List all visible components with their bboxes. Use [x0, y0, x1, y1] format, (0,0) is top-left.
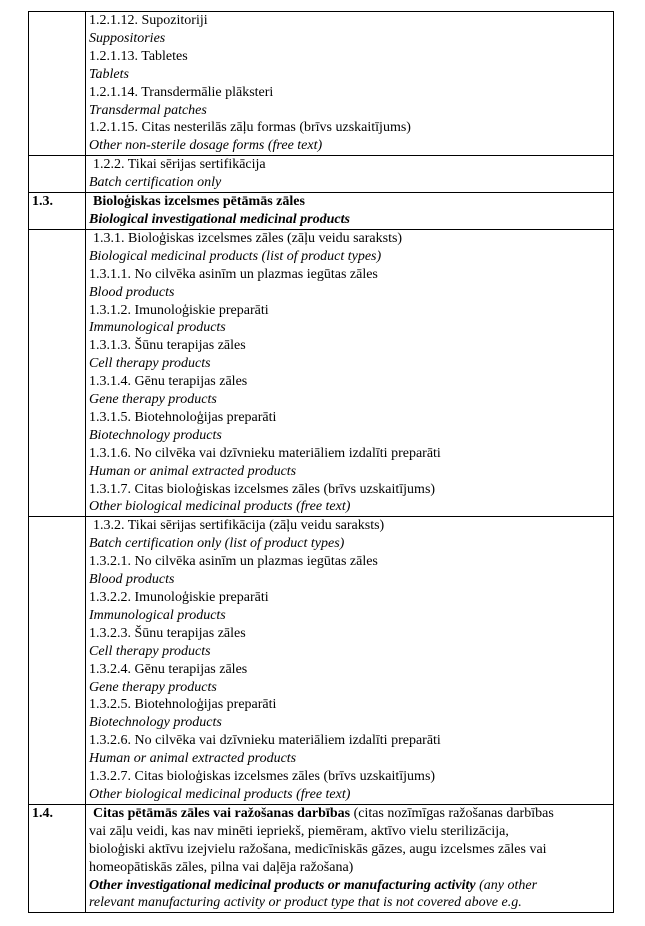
item-label: 1.3.2. Tikai sērijas sertifikācija (zāļu veidu saraksts)	[93, 518, 385, 534]
item-label: 1.3.2.2. Imunoloģiskie preparāti	[89, 590, 269, 605]
section-description: bioloģiski aktīvu izejvielu ražošana, medicīniskās gāzes, augu izcelsmes zāles vai	[89, 841, 547, 857]
item-label: 1.2.1.13. Tabletes	[89, 48, 188, 64]
item-translation: Cell therapy products	[89, 356, 211, 372]
table-row	[29, 12, 614, 156]
row-number-cell	[29, 229, 86, 517]
section-heading-cell	[86, 193, 614, 230]
item-translation: Biotechnology products	[89, 715, 222, 731]
item-translation: Immunological products	[89, 320, 226, 336]
row-content-cell	[86, 517, 614, 805]
section-number: 1.3.	[29, 193, 86, 230]
item-label: 1.3.2.4. Gēnu terapijas zāles	[89, 661, 248, 677]
item-label: 1.2.1.15. Citas nesterilās zāļu formas (brīvs uzskaitījums)	[89, 120, 411, 136]
item-translation: Other non-sterile dosage forms (free text)	[89, 138, 323, 154]
row-content-cell	[86, 229, 614, 517]
section-description-translation: relevant manufacturing activity or product type that is not covered above e.g.	[89, 895, 522, 911]
table-row	[29, 193, 614, 230]
item-translation: Cell therapy products	[89, 643, 211, 659]
section-heading-cell	[86, 804, 614, 912]
section-heading-translation-line	[89, 877, 610, 895]
item-translation: Biotechnology products	[89, 427, 222, 443]
item-label: 1.3.2.6. No cilvēka vai dzīvnieku materiāliem izdalīti preparāti	[89, 733, 441, 749]
item-translation: Suppositories	[89, 30, 166, 46]
section-description: homeopātiskās zāles, pilna vai daļēja ražošana)	[89, 859, 354, 875]
item-label: 1.3.2.3. Šūnu terapijas zāles	[89, 625, 246, 641]
section-description-translation: (any other	[479, 877, 538, 893]
item-label: 1.3.1.4. Gēnu terapijas zāles	[89, 374, 248, 390]
row-number-cell	[29, 156, 86, 193]
section-description: (citas nozīmīgas ražošanas darbības	[353, 805, 554, 821]
row-number-cell	[29, 12, 86, 156]
row-content-cell	[86, 12, 614, 156]
section-heading: Bioloģiskas izcelsmes pētāmās zāles	[93, 194, 305, 210]
table-row	[29, 229, 614, 517]
item-label: 1.2.1.14. Transdermālie plāksteri	[89, 84, 274, 100]
section-heading-translation: Other investigational medicinal products or manufacturing activity	[89, 877, 476, 893]
table-row	[29, 156, 614, 193]
item-label: 1.2.1.12. Supozitoriji	[89, 13, 208, 28]
document-table	[28, 11, 614, 913]
item-label: 1.3.2.1. No cilvēka asinīm un plazmas iegūtas zāles	[89, 554, 378, 570]
item-translation: Blood products	[89, 284, 175, 300]
item-translation: Tablets	[89, 66, 129, 82]
item-label: 1.3.2.5. Biotehnoloģijas preparāti	[89, 697, 277, 713]
item-translation: Other biological medicinal products (free text)	[89, 499, 351, 515]
item-translation: Blood products	[89, 572, 175, 588]
item-label: 1.3.1.3. Šūnu terapijas zāles	[89, 338, 246, 354]
item-translation: Batch certification only (list of product types)	[89, 536, 345, 552]
item-translation: Batch certification only	[89, 175, 222, 191]
item-translation: Immunological products	[89, 607, 226, 623]
item-translation: Human or animal extracted products	[89, 751, 297, 767]
item-label: 1.3.2.7. Citas bioloģiskas izcelsmes zāles (brīvs uzskaitījums)	[89, 769, 436, 785]
section-heading-line	[89, 805, 610, 823]
item-translation: Biological medicinal products (list of product types)	[89, 248, 382, 264]
item-translation: Gene therapy products	[89, 679, 217, 695]
item-translation: Gene therapy products	[89, 392, 217, 408]
item-translation: Human or animal extracted products	[89, 463, 297, 479]
section-heading: Citas pētāmās zāles vai ražošanas darbības	[93, 805, 351, 821]
section-heading-translation: Biological investigational medicinal products	[89, 211, 350, 227]
item-label: 1.3.1.1. No cilvēka asinīm un plazmas iegūtas zāles	[89, 266, 378, 282]
section-description: vai zāļu veidi, kas nav minēti iepriekš, piemēram, aktīvo vielu sterilizācija,	[89, 823, 509, 839]
section-number: 1.4.	[29, 804, 86, 912]
item-label: 1.3.1.2. Imunoloģiskie preparāti	[89, 302, 269, 318]
item-label: 1.3.1. Bioloģiskas izcelsmes zāles (zāļu veidu saraksts)	[93, 230, 403, 246]
item-translation: Other biological medicinal products (free text)	[89, 786, 351, 802]
item-label: 1.3.1.7. Citas bioloģiskas izcelsmes zāles (brīvs uzskaitījums)	[89, 481, 436, 497]
item-translation: Transdermal patches	[89, 102, 207, 118]
row-content-cell	[86, 156, 614, 193]
item-label: 1.3.1.6. No cilvēka vai dzīvnieku materiāliem izdalīti preparāti	[89, 445, 441, 461]
item-label: 1.2.2. Tikai sērijas sertifikācija	[93, 157, 266, 173]
row-number-cell	[29, 517, 86, 805]
table-row	[29, 517, 614, 805]
item-label: 1.3.1.5. Biotehnoloģijas preparāti	[89, 409, 277, 425]
table-row	[29, 804, 614, 912]
